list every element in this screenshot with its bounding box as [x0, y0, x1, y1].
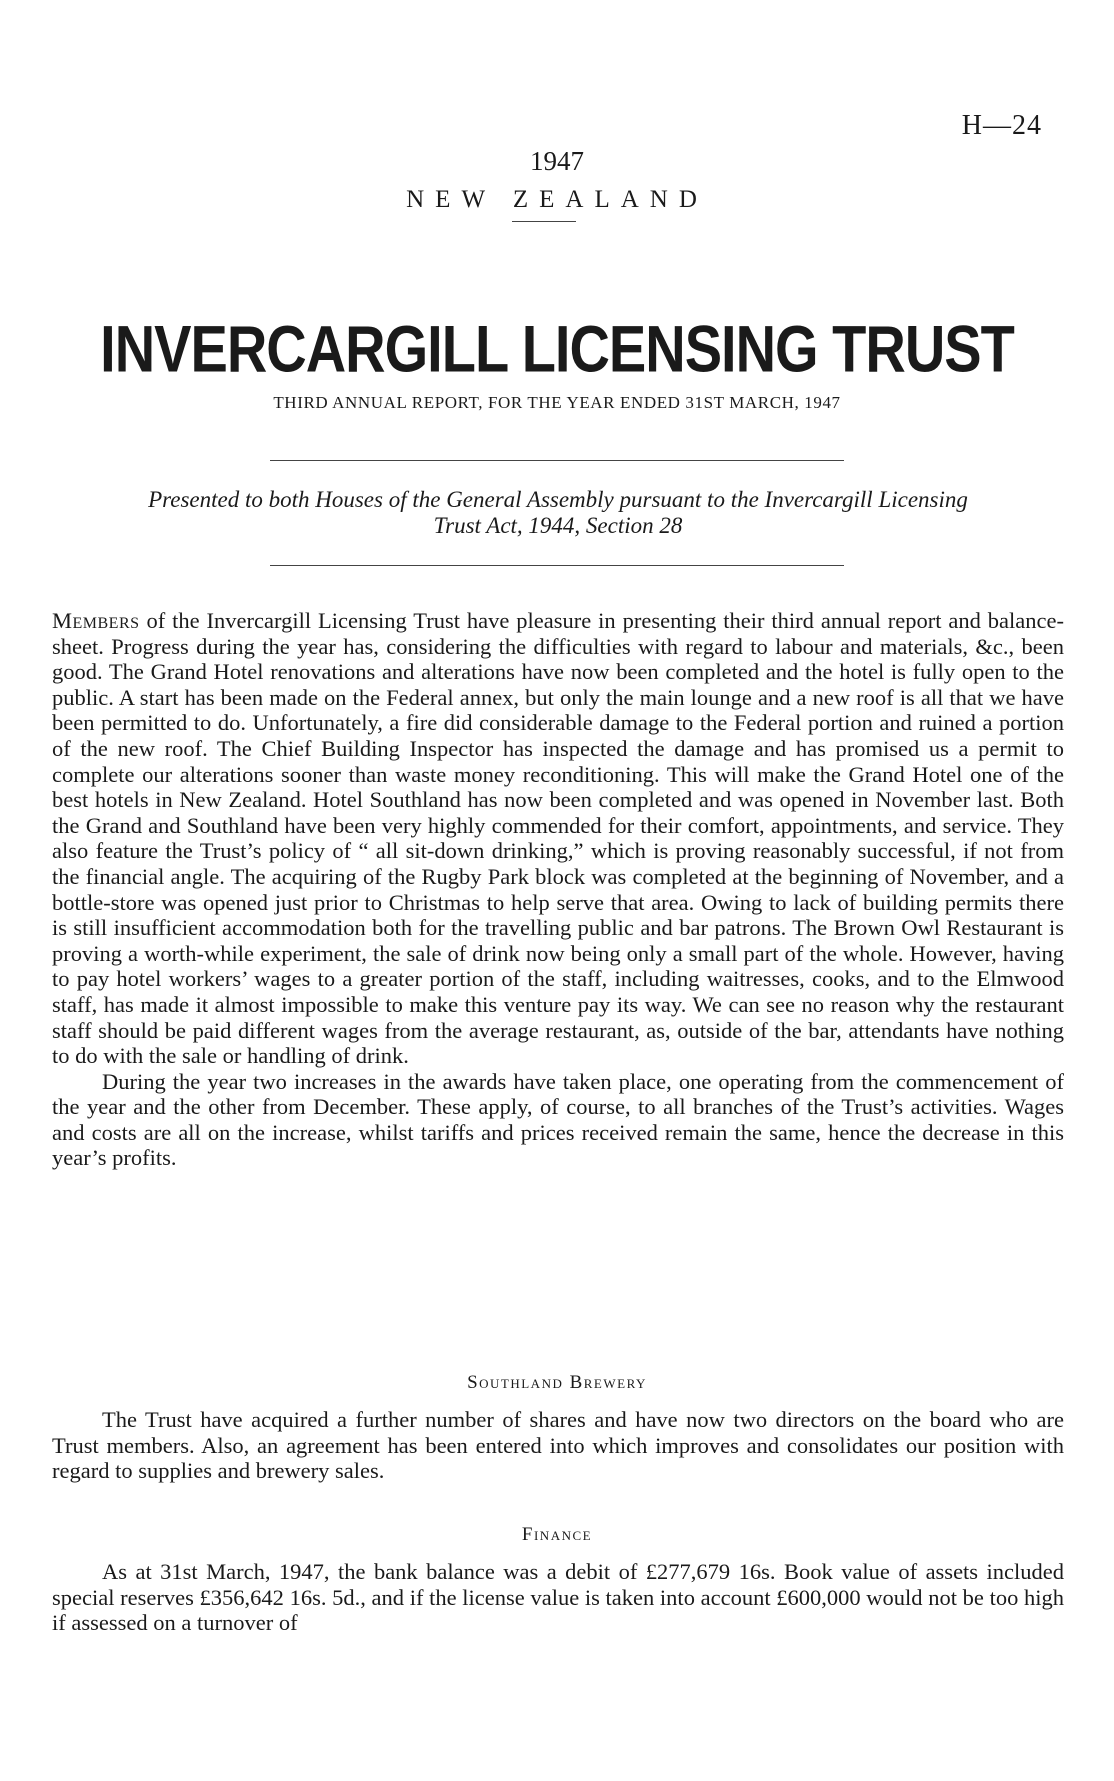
presented-top-rule: [270, 460, 844, 461]
intro-text: of the Invercargill Licensing Trust have pleasure in presenting their third annual report and balance-sheet. Progress during the year has, considering the difficulties with regard to labour and materials, &c., been good. The Grand Hotel renovations and alterations have now been completed and the hotel is fully open to the public. A start has been made on the Federal annex, but only the main lounge and a new roof is all that we have been permitted to do. Unfortunately, a fire did considerable damage to the Federal portion and ruined a portion of the new roof. The Chief Building Inspector has inspected the damage and has promised us a permit to complete our alterations sooner than waste money reconditioning. This will make the Grand Hotel one of the best hotels in New Zealand. Hotel Southland has now been completed and was opened in November last. Both the Grand and Southland have been very highly commended for their comfort, appointments, and service. They also feature the Trust’s policy of “ all sit-down drinking,” which is proving reasonably successful, if not from the financial angle. The acquiring of the Rugby Park block was completed at the beginning of November, and a bottle-store was opened just prior to Christmas to help serve that area. Owing to lack of building permits there is still insufficient accommodation both for the travelling public and bar patrons. The Brown Owl Restaurant is proving a worth-while experiment, the sale of drink now being only a small part of the whole. However, having to pay hotel workers’ wages to a greater portion of the staff, including waitresses, cooks, and to the Elmwood staff, has made it almost impossible to make this venture pay its way. We can see no reason why the restaurant staff should be paid different wages from the average restaurant, as, outside of the bar, attendants have nothing to do with the sale or handling of drink.: [52, 608, 1064, 1069]
brewery-section: [52, 1407, 1064, 1484]
presented-note: [50, 487, 1066, 539]
brewery-paragraph: The Trust have acquired a further number of shares and have now two directors on the board who are Trust members. Also, an agreement has been entered into which improves and consolidates our position with regard to supplies and brewery sales.: [52, 1407, 1064, 1484]
presented-line-2: Trust Act, 1944, Section 28: [433, 513, 683, 538]
country-heading: NEW ZEALAND: [406, 186, 708, 213]
document-reference: H—24: [961, 110, 1042, 141]
intro-lead-word: Members: [52, 608, 140, 633]
presented-bottom-rule: [270, 565, 844, 566]
intro-paragraph: [52, 608, 1064, 1069]
brewery-heading: Southland Brewery: [467, 1372, 647, 1393]
finance-heading: Finance: [521, 1524, 593, 1545]
document-year: 1947: [530, 146, 584, 176]
finance-paragraph: As at 31st March, 1947, the bank balance was a debit of £277,679 16s. Book value of assets included special reserves £356,642 16s. 5d., and if the license value is taken into account £600,000 would not be too high if assessed on a turnover of: [52, 1559, 1064, 1636]
presented-line-1: Presented to both Houses of the General Assembly pursuant to the Invercargill Licensing: [148, 487, 968, 512]
intro-section: [52, 608, 1064, 1171]
awards-paragraph: During the year two increases in the awards have taken place, one operating from the commencement of the year and the other from December. These apply, of course, to all branches of the Trust’s activities. Wages and costs are all on the increase, whilst tariffs and prices received remain the same, hence the decrease in this year’s profits.: [52, 1068, 1064, 1171]
report-subtitle: THIRD ANNUAL REPORT, FOR THE YEAR ENDED 31ST MARCH, 1947: [273, 393, 841, 412]
report-title: INVERCARGILL LICENSING TRUST: [100, 311, 1014, 386]
header-divider: [512, 221, 576, 222]
finance-section: [52, 1559, 1064, 1636]
